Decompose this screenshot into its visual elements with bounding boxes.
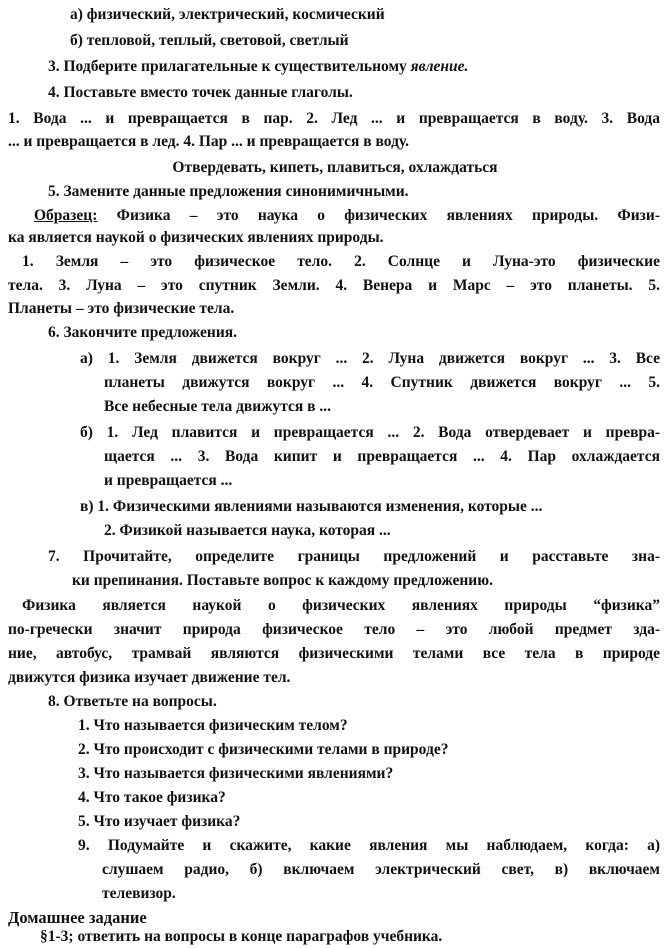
question-item: 2. Что происходит с физическими телами в природе? bbox=[78, 741, 449, 758]
question-item: 1. Что называется физическим телом? bbox=[78, 717, 348, 734]
text-line: б) 1. Лед плавится и превращается ... 2. Вода отвердевает и превра- bbox=[80, 424, 660, 441]
exercise-7: 7. Прочитайте, определите границы предложений и расставьте зна- bbox=[48, 548, 660, 565]
text-line: Все небесные тела движутся в ... bbox=[104, 398, 332, 415]
text-line: движутся физика изучает движение тел. bbox=[8, 669, 291, 686]
question-item: 3. Что называется физическими явлениями? bbox=[78, 765, 394, 782]
text-line: 1. Земля – это физическое тело. 2. Солнце и Луна-это физические bbox=[22, 253, 660, 270]
question-item: 4. Что такое физика? bbox=[78, 789, 226, 806]
text-line: ... и превращается в лед. 4. Пар ... и превращается в воду. bbox=[8, 133, 410, 150]
text-line: ние, автобус, трамвай являются физическими телами все тела в природе bbox=[8, 645, 660, 662]
text-line: а) физический, электрический, космический bbox=[70, 6, 385, 23]
example-text: Физика – это наука о физических явлениях природы. Физи- bbox=[97, 207, 660, 224]
text-line: а) 1. Земля движется вокруг ... 2. Луна движется вокруг ... 3. Все bbox=[80, 350, 660, 367]
exercise-3 bbox=[48, 56, 468, 78]
text-line: 2. Физикой называется наука, которая ... bbox=[104, 522, 391, 539]
exercise-8: 8. Ответьте на вопросы. bbox=[48, 693, 217, 710]
homework-text: §1-3; ответить на вопросы в конце параграфов учебника. bbox=[40, 928, 443, 945]
text-line: ка является наукой о физических явлениях природы. bbox=[8, 229, 384, 246]
exercise-3-text: 3. Подберите прилагательные к существительному bbox=[48, 58, 411, 75]
text-line: планеты движутся вокруг ... 4. Спутник движется вокруг ... 5. bbox=[104, 374, 660, 391]
exercise-6: 6. Закончите предложения. bbox=[48, 324, 238, 341]
emphasized-word: явление. bbox=[410, 58, 469, 75]
example-label: Образец: bbox=[34, 207, 98, 224]
text-line: Физика является наукой о физических явлениях природы “физика” bbox=[22, 597, 660, 614]
exercise-4: 4. Поставьте вместо точек данные глаголы. bbox=[48, 84, 353, 101]
exercise-9: 9. Подумайте и скажите, какие явления мы наблюдаем, когда: а) bbox=[78, 837, 660, 854]
text-line: 1. Вода ... и превращается в пар. 2. Лед ... и превращается в воду. 3. Вода bbox=[8, 110, 660, 127]
example-line bbox=[34, 205, 660, 227]
text-line: ки препинания. Поставьте вопрос к каждому предложению. bbox=[72, 572, 493, 589]
text-line: в) 1. Физическими явлениями называются изменения, которые ... bbox=[80, 498, 543, 515]
text-line: Планеты – это физические тела. bbox=[8, 300, 235, 317]
exercise-5: 5. Замените данные предложения синонимичными. bbox=[48, 183, 409, 200]
text-line: щается ... 3. Вода кипит и превращается ... 4. Пар охлаждается bbox=[104, 448, 660, 465]
verbs-list: Отвердевать, кипеть, плавиться, охлаждаться bbox=[172, 159, 498, 176]
question-item: 5. Что изучает физика? bbox=[78, 813, 241, 830]
text-line: слушаем радио, б) включаем электрический свет, в) включаем bbox=[102, 861, 660, 878]
text-line: и превращается ... bbox=[104, 472, 233, 489]
text-line: б) тепловой, теплый, световой, светлый bbox=[70, 32, 349, 49]
text-line: телевизор. bbox=[102, 885, 176, 902]
text-line: тела. 3. Луна – это спутник Земли. 4. Венера и Марс – это планеты. 5. bbox=[8, 277, 660, 294]
homework-heading: Домашнее задание bbox=[8, 908, 147, 927]
text-line: по-гречески значит природа физическое тело – это любой предмет зда- bbox=[8, 621, 660, 638]
